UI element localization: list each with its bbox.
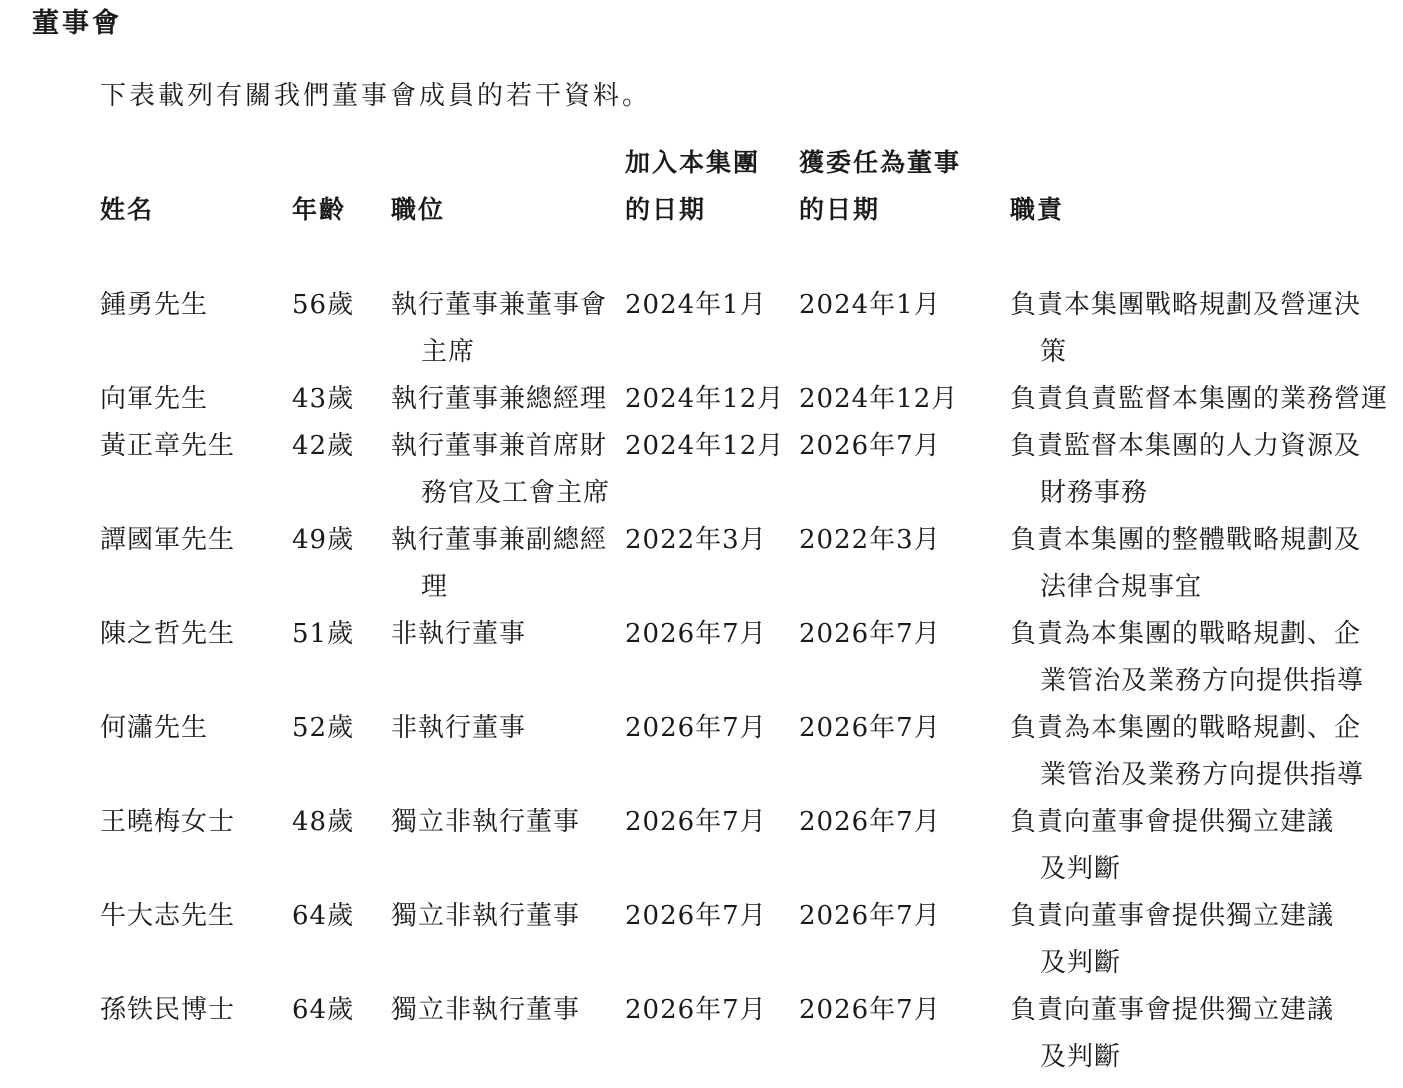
director-name: 王曉梅女士 (100, 807, 236, 837)
director-responsibilities: 負責本集團的整體戰略規劃及法律合規事宜 (1010, 525, 1362, 602)
director-position: 執行董事兼總經理 (391, 384, 608, 414)
header-name: 姓名 (100, 195, 155, 224)
director-name: 何瀟先生 (100, 713, 209, 743)
director-position: 執行董事兼副總經理 (391, 525, 608, 602)
table-row (0, 893, 1403, 987)
join-date: 2026年7月 (625, 619, 767, 649)
director-position: 獨立非執行董事 (391, 995, 581, 1025)
director-responsibilities: 負責向董事會提供獨立建議及判斷 (1010, 995, 1335, 1072)
director-name: 譚國軍先生 (100, 525, 236, 555)
table-row (0, 705, 1403, 799)
director-responsibilities: 負責為本集團的戰略規劃、企業管治及業務方向提供指導 (1010, 619, 1365, 696)
director-position: 執行董事兼董事會主席 (391, 290, 608, 367)
intro-paragraph: 下表載列有關我們董事會成員的若干資料。 (100, 81, 652, 111)
director-responsibilities: 負責為本集團的戰略規劃、企業管治及業務方向提供指導 (1010, 713, 1365, 790)
table-row (0, 517, 1403, 611)
header-age: 年齡 (292, 195, 347, 224)
director-age: 43歲 (292, 384, 355, 414)
director-responsibilities: 負責向董事會提供獨立建議及判斷 (1010, 901, 1335, 978)
director-position: 非執行董事 (391, 619, 527, 649)
table-row (0, 376, 1403, 423)
join-date: 2022年3月 (625, 525, 767, 555)
director-position: 獨立非執行董事 (391, 901, 581, 931)
header-appointment-date: 獲委任為董事 的日期 (799, 148, 962, 224)
director-name: 牛大志先生 (100, 901, 236, 931)
appointment-date: 2024年12月 (799, 384, 959, 414)
director-age: 64歲 (292, 901, 355, 931)
director-position: 執行董事兼首席財務官及工會主席 (391, 431, 611, 508)
appointment-date: 2024年1月 (799, 290, 941, 320)
section-title: 董事會 (32, 8, 122, 39)
director-name: 孫铁民博士 (100, 995, 236, 1025)
director-name: 黃正章先生 (100, 431, 236, 461)
director-name: 鍾勇先生 (100, 290, 209, 320)
director-age: 42歲 (292, 431, 355, 461)
director-responsibilities: 負責本集團戰略規劃及營運決策 (1010, 290, 1362, 367)
header-join-date: 加入本集團 的日期 (625, 148, 761, 224)
director-age: 48歲 (292, 807, 355, 837)
table-row (0, 423, 1403, 517)
header-position: 職位 (391, 195, 446, 224)
director-responsibilities: 負責向董事會提供獨立建議及判斷 (1010, 807, 1335, 884)
join-date: 2024年1月 (625, 290, 767, 320)
appointment-date: 2026年7月 (799, 431, 941, 461)
director-responsibilities: 負責負責監督本集團的業務營運 (1010, 384, 1389, 414)
director-name: 陳之哲先生 (100, 619, 236, 649)
directors-table-body (0, 282, 1403, 1081)
header-responsibilities: 職責 (1010, 195, 1065, 224)
director-age: 49歲 (292, 525, 355, 555)
director-age: 64歲 (292, 995, 355, 1025)
appointment-date: 2026年7月 (799, 713, 941, 743)
director-position: 獨立非執行董事 (391, 807, 581, 837)
table-row (0, 799, 1403, 893)
director-position: 非執行董事 (391, 713, 527, 743)
join-date: 2024年12月 (625, 384, 785, 414)
director-responsibilities: 負責監督本集團的人力資源及財務事務 (1010, 431, 1362, 508)
director-age: 56歲 (292, 290, 355, 320)
appointment-date: 2022年3月 (799, 525, 941, 555)
table-row (0, 611, 1403, 705)
join-date: 2026年7月 (625, 901, 767, 931)
appointment-date: 2026年7月 (799, 619, 941, 649)
director-age: 52歲 (292, 713, 355, 743)
table-row (0, 282, 1403, 376)
join-date: 2026年7月 (625, 807, 767, 837)
appointment-date: 2026年7月 (799, 807, 941, 837)
director-name: 向軍先生 (100, 384, 209, 414)
appointment-date: 2026年7月 (799, 901, 941, 931)
join-date: 2026年7月 (625, 713, 767, 743)
join-date: 2026年7月 (625, 995, 767, 1025)
director-age: 51歲 (292, 619, 355, 649)
table-row (0, 987, 1403, 1081)
appointment-date: 2026年7月 (799, 995, 941, 1025)
join-date: 2024年12月 (625, 431, 785, 461)
